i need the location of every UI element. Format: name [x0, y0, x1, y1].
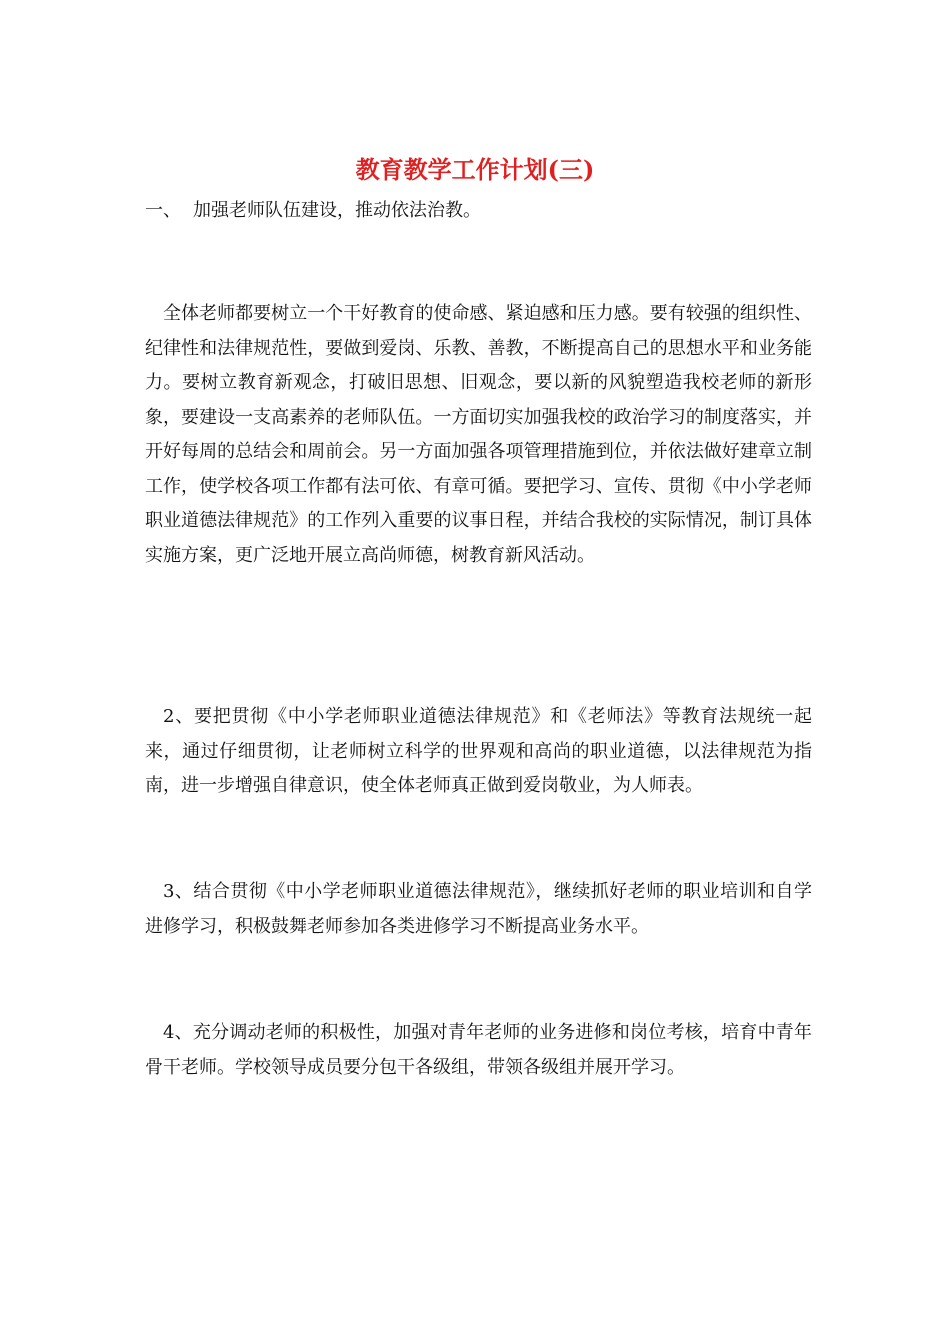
document-title: 教育教学工作计划(三) [355, 155, 595, 184]
paragraph-1: 全体老师都要树立一个干好教育的使命感、紧迫感和压力感。要有较强的组织性、纪律性和法律规范性，要做到爱岗、乐教、善教，不断提高自己的思想水平和业务能力。要树立教育新观念，打破旧思想、旧观念，要以新的风貌塑造我校老师的新形象，要建设一支高素养的老师队伍。一方面切实加强我校的政治学习的制度落实，并开好每周的总结会和周前会。另一方面加强各项管理措施到位，并依法做好建章立制工作，使学校各项工作都有法可依、有章可循。要把学习、宣传、贯彻《中小学老师职业道德法律规范》的工作列入重要的议事日程，并结合我校的实际情况，制订具体实施方案，更广泛地开展立高尚师德，树教育新风活动。 [145, 303, 812, 566]
paragraph-4: 4、充分调动老师的积极性，加强对青年老师的业务进修和岗位考核，培育中青年骨干老师。学校领导成员要分包干各级组，带领各级组并展开学习。 [145, 1022, 812, 1078]
section-heading [145, 196, 815, 226]
paragraph-2: 2、要把贯彻《中小学老师职业道德法律规范》和《老师法》等教育法规统一起来，通过仔细贯彻，让老师树立科学的世界观和高尚的职业道德，以法律规范为指南，进一步增强自律意识，使全体老师真正做到爱岗敬业，为人师表。 [145, 706, 812, 796]
paragraph-3: 3、结合贯彻《中小学老师职业道德法律规范》，继续抓好老师的职业培训和自学进修学习，积极鼓舞老师参加各类进修学习不断提高业务水平。 [145, 881, 812, 937]
section-heading-text: 加强老师队伍建设，推动依法治教。 [193, 200, 481, 221]
section-number: 一、 [145, 200, 181, 221]
